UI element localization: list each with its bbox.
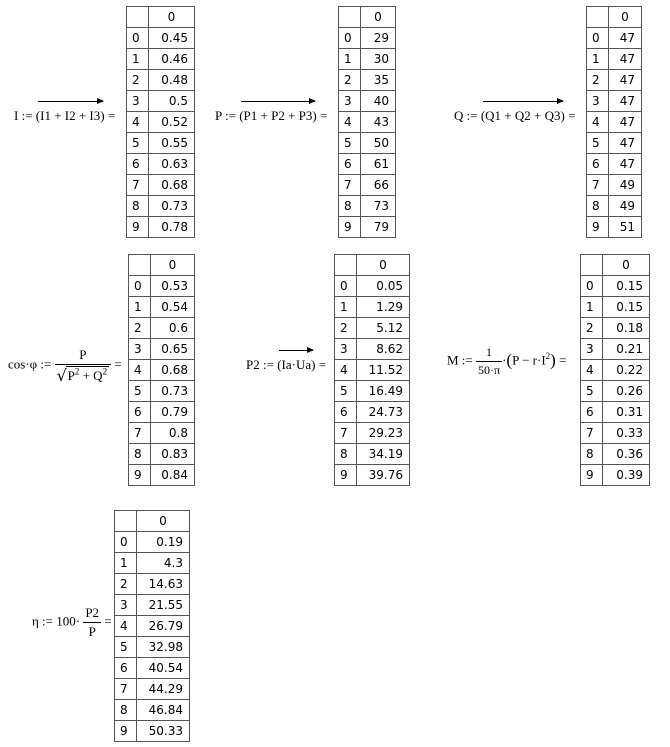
row-index: 1 (129, 297, 151, 318)
row-index: 2 (339, 70, 361, 91)
expr-P-rhs: (P1 + P2 + P3) (239, 108, 317, 123)
table-row (335, 444, 410, 465)
row-value: 0.5 (149, 91, 195, 112)
paren-close: ) (550, 350, 556, 370)
row-index: 9 (115, 721, 137, 742)
row-index: 7 (335, 423, 357, 444)
row-index: 0 (581, 276, 603, 297)
table-row (127, 196, 195, 217)
result-table-P2 (334, 254, 410, 486)
row-value: 40.54 (137, 658, 190, 679)
row-value: 47 (609, 91, 642, 112)
table-row (587, 133, 642, 154)
expr-Q (454, 108, 575, 124)
table-row (581, 402, 650, 423)
expr-P2-eq: = (318, 357, 327, 372)
row-value: 0.18 (603, 318, 650, 339)
row-value: 0.36 (603, 444, 650, 465)
expr-Q-rhs: (Q1 + Q2 + Q3) (480, 108, 565, 123)
expr-P2 (246, 357, 326, 373)
expr-Q-vectorized (481, 108, 565, 124)
row-value: 0.05 (357, 276, 410, 297)
row-index: 3 (335, 339, 357, 360)
row-value: 0.83 (151, 444, 195, 465)
row-index: 8 (581, 444, 603, 465)
row-index: 3 (587, 91, 609, 112)
expr-M-eq: = (559, 352, 567, 368)
row-index: 2 (127, 70, 149, 91)
row-value: 21.55 (137, 595, 190, 616)
exponent: 2 (102, 366, 108, 377)
row-index: 0 (587, 28, 609, 49)
result-table-P (338, 6, 396, 238)
table-row (129, 465, 195, 486)
row-index: 5 (339, 133, 361, 154)
corner-cell (587, 7, 609, 28)
row-value: 0.48 (149, 70, 195, 91)
row-index: 6 (127, 154, 149, 175)
row-index: 9 (129, 465, 151, 486)
expr-cosphi-eq: = (114, 356, 122, 372)
expr-M-fraction (476, 345, 502, 378)
paren-open: ( (506, 350, 513, 370)
row-value: 34.19 (357, 444, 410, 465)
expr-M-numerator: 1 (486, 345, 493, 359)
row-value: 0.45 (149, 28, 195, 49)
row-index: 5 (115, 637, 137, 658)
table-row (115, 616, 190, 637)
table-row (127, 70, 195, 91)
table-row (339, 28, 396, 49)
row-index: 2 (129, 318, 151, 339)
row-index: 0 (129, 276, 151, 297)
table-row (127, 154, 195, 175)
row-index: 5 (335, 381, 357, 402)
expr-cosphi (8, 347, 122, 384)
column-header: 0 (603, 255, 650, 276)
row-value: 66 (361, 175, 396, 196)
row-value: 0.68 (149, 175, 195, 196)
expr-P2-lhs: P2 := (246, 357, 274, 372)
row-value: 49 (609, 196, 642, 217)
row-index: 6 (115, 658, 137, 679)
row-value: 5.12 (357, 318, 410, 339)
row-index: 7 (587, 175, 609, 196)
result-table-Q (586, 6, 642, 238)
row-index: 4 (335, 360, 357, 381)
table-row (127, 175, 195, 196)
expr-eta-eq: = (104, 613, 112, 629)
row-value: 47 (609, 154, 642, 175)
row-index: 5 (581, 381, 603, 402)
row-value: 0.68 (151, 360, 195, 381)
table-row (115, 658, 190, 679)
table-row (335, 402, 410, 423)
row-index: 6 (587, 154, 609, 175)
row-index: 3 (115, 595, 137, 616)
column-header: 0 (361, 7, 396, 28)
row-value: 8.62 (357, 339, 410, 360)
row-index: 4 (127, 112, 149, 133)
table-row (335, 360, 410, 381)
row-index: 1 (335, 297, 357, 318)
row-value: 0.21 (603, 339, 650, 360)
row-value: 47 (609, 133, 642, 154)
row-index: 5 (129, 381, 151, 402)
row-value: 0.84 (151, 465, 195, 486)
table-row (115, 532, 190, 553)
expr-eta-fraction (83, 605, 101, 640)
vectorize-arrow (483, 101, 563, 102)
row-value: 11.52 (357, 360, 410, 381)
row-index: 7 (127, 175, 149, 196)
row-value: 35 (361, 70, 396, 91)
table-row (127, 112, 195, 133)
table-header-row (127, 7, 195, 28)
table-row (339, 175, 396, 196)
table-row (335, 318, 410, 339)
row-index: 1 (581, 297, 603, 318)
row-value: 0.52 (149, 112, 195, 133)
expr-cosphi-lhs: cos·φ := (8, 356, 52, 372)
row-index: 0 (339, 28, 361, 49)
expr-M-inner: P − r·I (512, 352, 546, 368)
table-header-row (339, 7, 396, 28)
row-index: 4 (115, 616, 137, 637)
table-row (129, 360, 195, 381)
row-value: 0.8 (151, 423, 195, 444)
row-index: 9 (587, 217, 609, 238)
table-row (129, 444, 195, 465)
row-value: 0.19 (137, 532, 190, 553)
row-index: 3 (339, 91, 361, 112)
table-row (587, 70, 642, 91)
row-value: 16.49 (357, 381, 410, 402)
row-value: 0.53 (151, 276, 195, 297)
row-index: 1 (587, 49, 609, 70)
table-row (339, 70, 396, 91)
row-index: 2 (587, 70, 609, 91)
table-row (335, 339, 410, 360)
row-value: 39.76 (357, 465, 410, 486)
row-value: 29.23 (357, 423, 410, 444)
table-row (129, 339, 195, 360)
row-value: 0.78 (149, 217, 195, 238)
table-row (335, 276, 410, 297)
table-row (127, 49, 195, 70)
row-value: 0.54 (151, 297, 195, 318)
row-index: 4 (339, 112, 361, 133)
row-value: 0.63 (149, 154, 195, 175)
row-value: 44.29 (137, 679, 190, 700)
table-row (587, 154, 642, 175)
result-table-M (580, 254, 650, 486)
corner-cell (339, 7, 361, 28)
expr-I-vectorized (36, 108, 105, 124)
vectorize-arrow (241, 101, 315, 102)
table-row (339, 154, 396, 175)
table-header-row (129, 255, 195, 276)
column-header: 0 (149, 7, 195, 28)
row-index: 4 (581, 360, 603, 381)
expr-I (14, 108, 115, 124)
row-value: 0.46 (149, 49, 195, 70)
expr-M-lhs: M := (447, 352, 473, 368)
column-header: 0 (137, 511, 190, 532)
table-row (581, 465, 650, 486)
corner-cell (127, 7, 149, 28)
row-index: 5 (127, 133, 149, 154)
table-row (115, 553, 190, 574)
table-row (339, 196, 396, 217)
row-index: 8 (587, 196, 609, 217)
row-value: 0.39 (603, 465, 650, 486)
row-index: 6 (335, 402, 357, 423)
row-index: 1 (115, 553, 137, 574)
row-index: 3 (581, 339, 603, 360)
expr-P-vectorized (239, 108, 317, 124)
result-table-cosphi (128, 254, 195, 486)
row-value: 0.65 (151, 339, 195, 360)
table-row (127, 133, 195, 154)
row-value: 32.98 (137, 637, 190, 658)
exponent: 2 (545, 351, 551, 362)
table-row (339, 49, 396, 70)
table-row (129, 276, 195, 297)
row-index: 8 (129, 444, 151, 465)
row-index: 8 (339, 196, 361, 217)
table-row (129, 297, 195, 318)
table-row (339, 112, 396, 133)
row-index: 0 (127, 28, 149, 49)
expr-P2-vectorized (277, 357, 315, 373)
column-header: 0 (609, 7, 642, 28)
row-index: 4 (129, 360, 151, 381)
row-value: 0.15 (603, 297, 650, 318)
row-index: 6 (129, 402, 151, 423)
table-row (581, 444, 650, 465)
row-index: 1 (127, 49, 149, 70)
row-index: 7 (115, 679, 137, 700)
expr-P (215, 108, 327, 124)
table-row (335, 465, 410, 486)
table-row (581, 339, 650, 360)
row-value: 1.29 (357, 297, 410, 318)
corner-cell (129, 255, 151, 276)
row-value: 0.33 (603, 423, 650, 444)
table-row (129, 318, 195, 339)
expr-Q-eq: = (568, 108, 576, 123)
expr-M (447, 345, 566, 378)
expr-M-denominator: 50·π (478, 363, 501, 377)
row-index: 7 (581, 423, 603, 444)
table-row (581, 381, 650, 402)
row-value: 0.55 (149, 133, 195, 154)
row-index: 1 (339, 49, 361, 70)
result-table-I (126, 6, 195, 238)
table-row (127, 28, 195, 49)
row-value: 47 (609, 28, 642, 49)
table-header-row (587, 7, 642, 28)
row-index: 2 (335, 318, 357, 339)
row-value: 0.6 (151, 318, 195, 339)
expr-eta (32, 605, 112, 640)
expr-cosphi-fraction (55, 347, 111, 384)
table-row (115, 721, 190, 742)
column-header: 0 (357, 255, 410, 276)
row-value: 79 (361, 217, 396, 238)
table-row (587, 196, 642, 217)
expr-cosphi-den-q: + Q (82, 368, 103, 383)
table-row (581, 360, 650, 381)
exponent: 2 (74, 366, 80, 377)
table-row (581, 318, 650, 339)
expr-eta-denominator: P (83, 622, 101, 640)
row-index: 0 (335, 276, 357, 297)
table-row (581, 276, 650, 297)
row-index: 6 (581, 402, 603, 423)
result-table-eta (114, 510, 190, 742)
row-value: 0.73 (151, 381, 195, 402)
table-row (587, 175, 642, 196)
table-row (129, 381, 195, 402)
table-row (587, 112, 642, 133)
expr-P-lhs: P := (215, 108, 236, 123)
row-value: 0.15 (603, 276, 650, 297)
row-value: 49 (609, 175, 642, 196)
table-row (587, 49, 642, 70)
expr-I-lhs: I := (14, 108, 33, 123)
row-index: 9 (335, 465, 357, 486)
row-value: 0.79 (151, 402, 195, 423)
row-value: 29 (361, 28, 396, 49)
expr-cosphi-den-p: P (67, 368, 75, 383)
table-row (587, 217, 642, 238)
expr-M-dot: · (502, 352, 507, 368)
row-index: 3 (129, 339, 151, 360)
corner-cell (581, 255, 603, 276)
row-index: 8 (127, 196, 149, 217)
vectorize-arrow (279, 350, 313, 351)
expr-eta-numerator: P2 (85, 605, 100, 620)
row-value: 50.33 (137, 721, 190, 742)
table-row (335, 381, 410, 402)
row-index: 2 (581, 318, 603, 339)
row-value: 0.31 (603, 402, 650, 423)
table-row (127, 91, 195, 112)
sqrt-symbol: √ $P^2 + Q^2$ (56, 366, 108, 385)
expr-cosphi-numerator: P (79, 347, 87, 362)
corner-cell (335, 255, 357, 276)
row-value: 4.3 (137, 553, 190, 574)
expr-Q-lhs: Q := (454, 108, 478, 123)
row-index: 9 (339, 217, 361, 238)
row-index: 6 (339, 154, 361, 175)
row-index: 5 (587, 133, 609, 154)
row-index: 8 (115, 700, 137, 721)
table-row (335, 297, 410, 318)
row-value: 30 (361, 49, 396, 70)
row-value: 0.26 (603, 381, 650, 402)
table-header-row (335, 255, 410, 276)
expr-eta-lhs: η := 100· (32, 613, 81, 629)
row-value: 61 (361, 154, 396, 175)
row-index: 4 (587, 112, 609, 133)
expr-P2-rhs: (Ia·Ua) (277, 357, 316, 372)
row-value: 47 (609, 70, 642, 91)
row-index: 7 (339, 175, 361, 196)
expr-I-eq: = (107, 108, 116, 123)
table-row (587, 91, 642, 112)
corner-cell (115, 511, 137, 532)
table-row (587, 28, 642, 49)
row-value: 47 (609, 49, 642, 70)
row-value: 24.73 (357, 402, 410, 423)
table-row (335, 423, 410, 444)
row-value: 0.22 (603, 360, 650, 381)
table-row (129, 423, 195, 444)
row-index: 8 (335, 444, 357, 465)
expr-cosphi-denominator (55, 364, 111, 384)
table-row (115, 637, 190, 658)
table-row (115, 700, 190, 721)
row-index: 0 (115, 532, 137, 553)
row-value: 51 (609, 217, 642, 238)
table-row (581, 423, 650, 444)
expr-P-eq: = (319, 108, 328, 123)
row-value: 43 (361, 112, 396, 133)
row-value: 46.84 (137, 700, 190, 721)
table-row (339, 217, 396, 238)
table-row (129, 402, 195, 423)
expr-I-rhs: (I1 + I2 + I3) (35, 108, 105, 123)
table-row (115, 679, 190, 700)
table-header-row (115, 511, 190, 532)
table-row (339, 91, 396, 112)
row-value: 50 (361, 133, 396, 154)
row-index: 2 (115, 574, 137, 595)
table-row (127, 217, 195, 238)
row-index: 7 (129, 423, 151, 444)
column-header: 0 (151, 255, 195, 276)
row-value: 14.63 (137, 574, 190, 595)
row-value: 73 (361, 196, 396, 217)
row-index: 3 (127, 91, 149, 112)
table-row (581, 297, 650, 318)
row-index: 9 (581, 465, 603, 486)
vectorize-arrow (38, 101, 103, 102)
row-value: 40 (361, 91, 396, 112)
row-index: 9 (127, 217, 149, 238)
table-row (115, 574, 190, 595)
row-value: 0.73 (149, 196, 195, 217)
row-value: 26.79 (137, 616, 190, 637)
row-value: 47 (609, 112, 642, 133)
table-header-row (581, 255, 650, 276)
table-row (115, 595, 190, 616)
table-row (339, 133, 396, 154)
